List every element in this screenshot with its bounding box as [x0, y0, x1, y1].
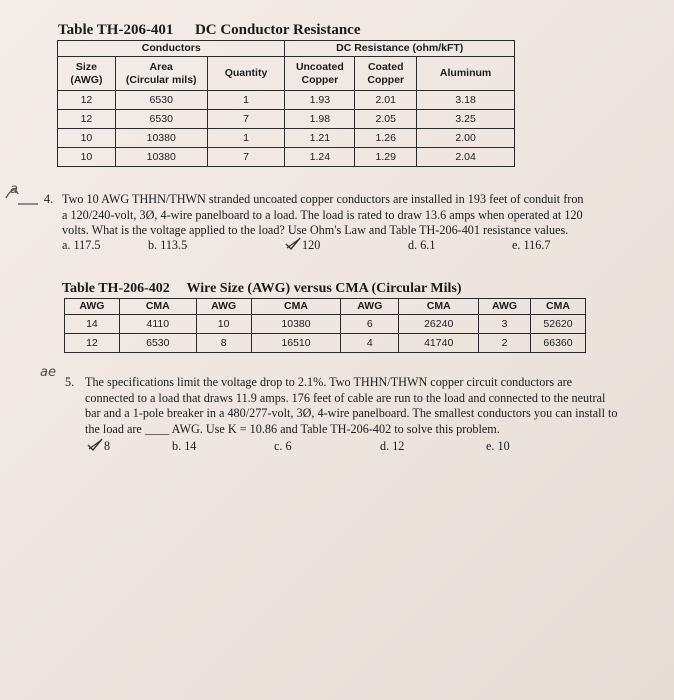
table2-header-awg: AWG — [65, 299, 120, 315]
cell: 1.98 — [285, 110, 355, 129]
cell: 16510 — [251, 334, 341, 353]
cell: 2.00 — [417, 129, 515, 148]
table1-title — [58, 22, 361, 39]
question-line: The specifications limit the voltage drop to 2.1%. Two THHN/THWN copper circuit conductors are — [85, 375, 573, 389]
choice-b[interactable]: b. 113.5 — [148, 238, 188, 252]
table2-header-awg: AWG — [341, 299, 399, 315]
table-row — [58, 91, 515, 110]
question-line: the load are ____ AWG. Use K = 10.86 and Table TH-206-402 to solve this problem. — [85, 421, 500, 436]
cell: 14 — [65, 315, 120, 334]
table-row — [65, 315, 586, 334]
cell: 12 — [58, 91, 116, 110]
question4-choices — [62, 238, 662, 254]
cell: 10 — [58, 129, 116, 148]
cell: 3 — [479, 315, 531, 334]
cell: 52620 — [531, 315, 586, 334]
question4-number: 4. — [44, 192, 54, 206]
table1-header-uncoated: Uncoated Copper — [285, 57, 355, 91]
cell: 10 — [196, 315, 251, 334]
choice-b[interactable]: b. 14 — [172, 439, 197, 453]
cell: 2 — [479, 334, 531, 353]
table2-title — [62, 281, 462, 297]
table-row — [58, 129, 515, 148]
question5-choices — [86, 439, 646, 455]
table1-title-name: DC Conductor Resistance — [194, 22, 361, 38]
choice-a[interactable]: a. 117.5 — [62, 238, 101, 252]
question-line: volts. What is the voltage applied to the load? Use Ohm's Law and Table TH-206-401 resistance values. — [62, 223, 569, 238]
cell: 3.25 — [417, 110, 515, 129]
cell: 10 — [58, 148, 116, 167]
cell: 1.24 — [285, 148, 355, 167]
table2-title-id: Table TH-206-402 — [62, 281, 170, 296]
choice-d[interactable]: d. 6.1 — [408, 238, 436, 252]
table2-header-cma: CMA — [119, 299, 196, 315]
handwritten-mark-q5: ae — [40, 365, 56, 380]
cell: 1.93 — [285, 91, 355, 110]
table-row — [65, 334, 586, 353]
cell: 10380 — [251, 315, 341, 334]
question-line: connected to a load that draws 11.9 amps. 176 feet of cable are run to the load and connected to the neutral — [85, 390, 606, 405]
cell: 10380 — [115, 129, 207, 148]
cell: 41740 — [399, 334, 479, 353]
choice-e[interactable]: e. 10 — [486, 439, 510, 453]
choice-d[interactable]: d. 12 — [380, 439, 405, 453]
table2 — [64, 298, 586, 353]
choice-c-checkmark-icon — [284, 236, 302, 257]
table2-header-cma: CMA — [399, 299, 479, 315]
cell: 1 — [207, 129, 285, 148]
choice-e[interactable]: e. 116.7 — [512, 238, 551, 252]
underline-mark-icon — [4, 182, 44, 212]
cell: 12 — [65, 334, 120, 353]
cell: 12 — [58, 110, 116, 129]
table2-header-awg: AWG — [196, 299, 251, 315]
table1-group-resistance: DC Resistance (ohm/kFT) — [285, 41, 515, 57]
cell: 2.04 — [417, 148, 515, 167]
choice-a-checkmark-icon — [86, 437, 104, 458]
table1-header-area: Area (Circular mils) — [115, 57, 207, 91]
question5-number: 5. — [65, 375, 75, 389]
cell: 7 — [207, 148, 285, 167]
table1-header-quantity: Quantity — [207, 57, 285, 91]
cell: 7 — [207, 110, 285, 129]
cell: 66360 — [531, 334, 586, 353]
cell: 2.01 — [355, 91, 417, 110]
table2-title-name: Wire Size (AWG) versus CMA (Circular Mils) — [186, 281, 462, 296]
table1-header-aluminum: Aluminum — [417, 57, 515, 91]
cell: 6530 — [115, 91, 207, 110]
cell: 8 — [196, 334, 251, 353]
question4-text — [62, 192, 584, 239]
choice-c[interactable]: 120 — [302, 238, 321, 252]
cell: 26240 — [399, 315, 479, 334]
cell: 6 — [341, 315, 399, 334]
cell: 1.26 — [355, 129, 417, 148]
question-line: Two 10 AWG THHN/THWN stranded uncoated copper conductors are installed in 193 feet of conduit fron — [62, 192, 584, 206]
table1 — [57, 40, 515, 167]
cell: 4110 — [119, 315, 196, 334]
choice-c[interactable]: c. 6 — [274, 439, 292, 453]
cell: 2.05 — [355, 110, 417, 129]
question5-text — [85, 375, 617, 437]
table1-title-id: Table TH-206-401 — [58, 22, 174, 38]
question-line: bar and a 1-pole breaker in a 480/277-volt, 3Ø, 4-wire panelboard. The smallest conductors you can install to — [85, 406, 618, 421]
cell: 4 — [341, 334, 399, 353]
table2-header-cma: CMA — [251, 299, 341, 315]
table-row — [58, 148, 515, 167]
cell: 1 — [207, 91, 285, 110]
cell: 3.18 — [417, 91, 515, 110]
question-line: a 120/240-volt, 3Ø, 4-wire panelboard to a load. The load is rated to draw 13.6 amps when operated at 120 — [62, 207, 583, 222]
table2-header-awg: AWG — [479, 299, 531, 315]
choice-a[interactable]: 8 — [104, 439, 111, 453]
table1-header-coated: Coated Copper — [355, 57, 417, 91]
cell: 6530 — [119, 334, 196, 353]
cell: 1.21 — [285, 129, 355, 148]
cell: 1.29 — [355, 148, 417, 167]
table1-header-size: Size (AWG) — [58, 57, 116, 91]
cell: 10380 — [115, 148, 207, 167]
table-row — [58, 110, 515, 129]
table1-group-conductors: Conductors — [58, 41, 285, 57]
table2-header-cma: CMA — [531, 299, 586, 315]
handwritten-mark-q4: a — [4, 182, 44, 212]
cell: 6530 — [115, 110, 207, 129]
